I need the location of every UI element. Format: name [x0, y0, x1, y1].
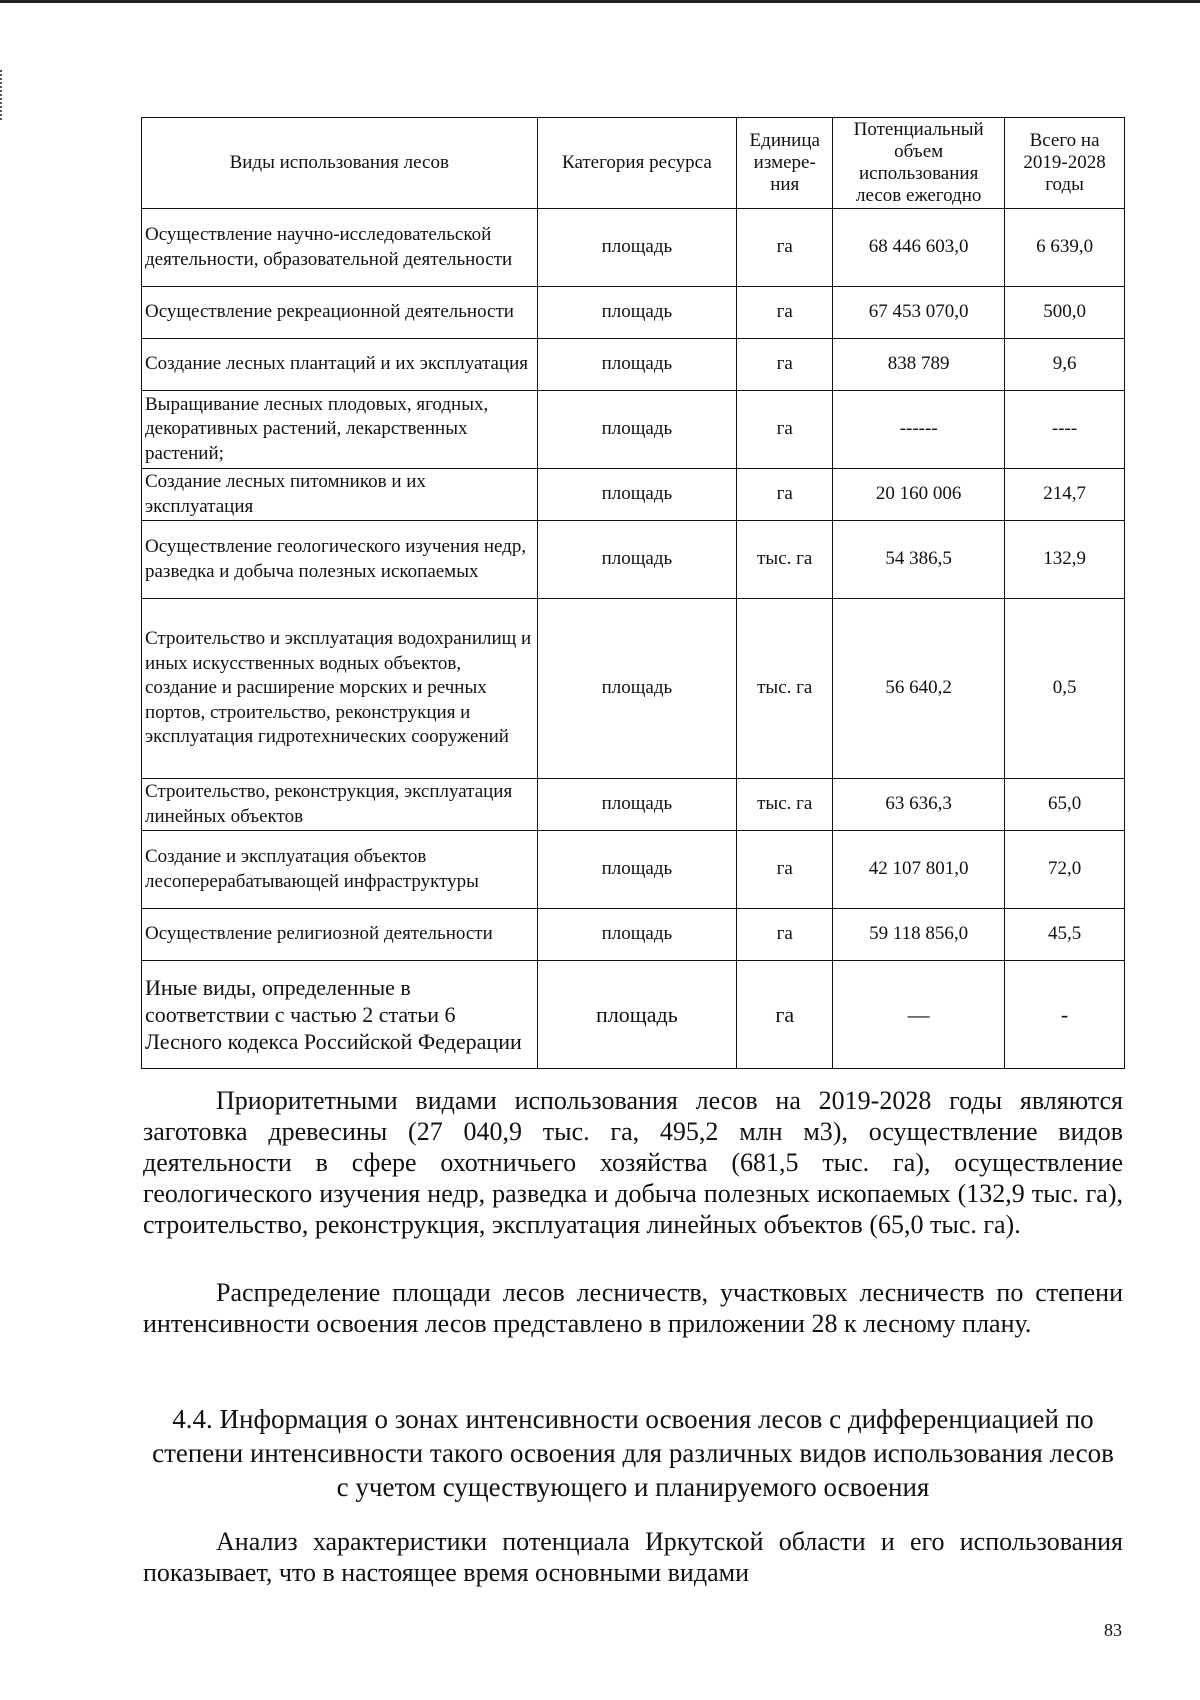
cell-unit: га: [737, 469, 833, 521]
cell-total: 214,7: [1005, 469, 1125, 521]
distribution-paragraph: Распределение площади лесов лесничеств, участковых лесничеств по степени интенсивности освоения лесов представлено в приложении 28 к лесному плану.: [143, 1278, 1123, 1338]
cell-total: 9,6: [1005, 339, 1125, 391]
cell-total: 65,0: [1005, 779, 1125, 831]
cell-category: площадь: [537, 209, 737, 287]
table-row: [142, 209, 1125, 287]
cell-category: площадь: [537, 287, 737, 339]
cell-unit: га: [737, 339, 833, 391]
cell-annual: 68 446 603,0: [833, 209, 1005, 287]
cell-unit: га: [737, 909, 833, 961]
cell-total: 132,9: [1005, 521, 1125, 599]
cell-total: 500,0: [1005, 287, 1125, 339]
forest-use-table: [141, 117, 1125, 1069]
cell-kind: Строительство, реконструкция, эксплуатация линейных объектов: [142, 779, 538, 831]
cell-kind: Осуществление геологического изучения недр, разведка и добыча полезных ископаемых: [142, 521, 538, 599]
cell-annual: 838 789: [833, 339, 1005, 391]
cell-unit: га: [737, 961, 833, 1069]
cell-unit: тыс. га: [737, 779, 833, 831]
cell-category: площадь: [537, 391, 737, 469]
cell-annual: 67 453 070,0: [833, 287, 1005, 339]
table-row: [142, 339, 1125, 391]
cell-annual: 59 118 856,0: [833, 909, 1005, 961]
cell-total: 45,5: [1005, 909, 1125, 961]
table-row: [142, 599, 1125, 779]
cell-total: -: [1005, 961, 1125, 1069]
cell-kind: Создание и эксплуатация объектов лесоперерабатывающей инфраструктуры: [142, 831, 538, 909]
table-header-row: [142, 118, 1125, 209]
cell-annual: 56 640,2: [833, 599, 1005, 779]
table-row: [142, 831, 1125, 909]
table-row: [142, 961, 1125, 1069]
cell-category: площадь: [537, 909, 737, 961]
cell-kind: Строительство и эксплуатация водохранилищ и иных искусственных водных объектов, создание и расширение морских и речных портов, строительство, реконструкция и эксплуатация гидротехнических сооружений: [142, 599, 538, 779]
margin-marks: [0, 70, 6, 120]
cell-kind: Создание лесных питомников и их эксплуатация: [142, 469, 538, 521]
priority-paragraph: Приоритетными видами использования лесов на 2019-2028 годы являются заготовка древесины (27 040,9 тыс. га, 495,2 млн м3), осуществление видов деятельности в сфере охотничьего хозяйства (681,5 тыс. га), осуществление геологического изучения недр, разведка и добыча полезных ископаемых (132,9 тыс. га), строительство, реконструкция, эксплуатация линейных объектов (65,0 тыс. га).: [143, 1086, 1123, 1239]
cell-category: площадь: [537, 521, 737, 599]
cell-annual: 54 386,5: [833, 521, 1005, 599]
cell-annual: ------: [833, 391, 1005, 469]
cell-unit: га: [737, 831, 833, 909]
table-row: [142, 521, 1125, 599]
cell-unit: га: [737, 391, 833, 469]
section-heading: 4.4. Информация о зонах интенсивности освоения лесов с дифференциацией по степени интенсивности такого освоения для различных видов использования лесов с учетом существующего и планируемого освоения: [152, 1404, 1114, 1502]
cell-total: ----: [1005, 391, 1125, 469]
table-row: [142, 909, 1125, 961]
cell-total: 6 639,0: [1005, 209, 1125, 287]
cell-kind: Осуществление научно-исследовательской деятельности, образовательной деятельности: [142, 209, 538, 287]
header-kind: Виды использования лесов: [142, 118, 538, 209]
header-total: Всего на 2019-2028 годы: [1005, 118, 1125, 209]
cell-annual: 42 107 801,0: [833, 831, 1005, 909]
table-row: [142, 287, 1125, 339]
cell-category: площадь: [537, 469, 737, 521]
cell-kind: Осуществление религиозной деятельности: [142, 909, 538, 961]
cell-kind: Выращивание лесных плодовых, ягодных, декоративных растений, лекарственных растений;: [142, 391, 538, 469]
cell-unit: га: [737, 209, 833, 287]
header-annual: Потенциальный объем использования лесов ежегодно: [833, 118, 1005, 209]
table-row: [142, 469, 1125, 521]
cell-annual: 20 160 006: [833, 469, 1005, 521]
page-edge: [0, 0, 1200, 3]
table-row: [142, 779, 1125, 831]
cell-category: площадь: [537, 831, 737, 909]
cell-unit: тыс. га: [737, 599, 833, 779]
cell-unit: тыс. га: [737, 521, 833, 599]
page-number: 83: [1104, 1620, 1122, 1640]
analysis-paragraph: Анализ характеристики потенциала Иркутской области и его использования показывает, что в настоящее время основными видами: [143, 1527, 1123, 1587]
cell-kind: Иные виды, определенные в соответствии с частью 2 статьи 6 Лесного кодекса Российской Федерации: [142, 961, 538, 1069]
cell-total: 0,5: [1005, 599, 1125, 779]
cell-category: площадь: [537, 339, 737, 391]
cell-category: площадь: [537, 599, 737, 779]
cell-total: 72,0: [1005, 831, 1125, 909]
cell-category: площадь: [537, 779, 737, 831]
header-category: Категория ресурса: [537, 118, 737, 209]
header-unit: Единица измере-ния: [737, 118, 833, 209]
cell-kind: Создание лесных плантаций и их эксплуатация: [142, 339, 538, 391]
cell-annual: 63 636,3: [833, 779, 1005, 831]
table-row: [142, 391, 1125, 469]
cell-annual: —: [833, 961, 1005, 1069]
cell-kind: Осуществление рекреационной деятельности: [142, 287, 538, 339]
cell-unit: га: [737, 287, 833, 339]
cell-category: площадь: [537, 961, 737, 1069]
